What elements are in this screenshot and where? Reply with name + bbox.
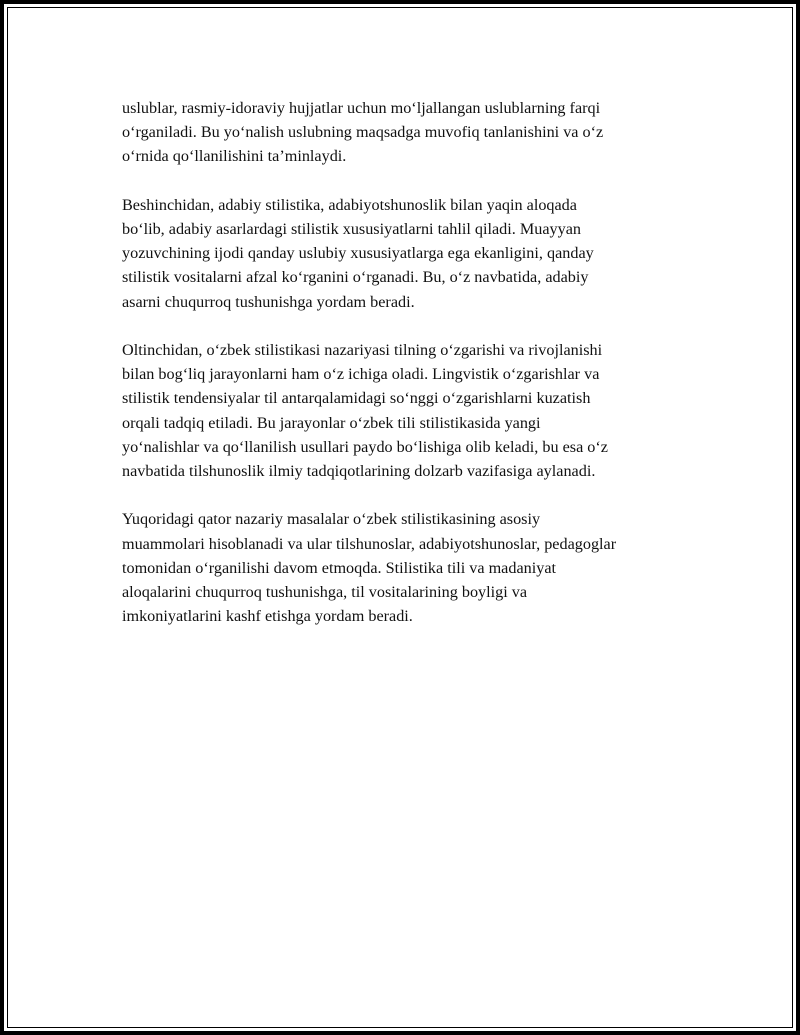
paragraph-line: navbatida tilshunoslik ilmiy tadqiqotlarining dolzarb vazifasiga aylanadi. bbox=[122, 462, 596, 481]
paragraph-line: Yuqoridagi qator nazariy masalalar o‘zbek stilistikasining asosiy bbox=[122, 510, 541, 529]
paragraph-2 bbox=[122, 193, 697, 314]
paragraph-line: bilan bog‘liq jarayonlarni ham o‘z ichiga oladi. Lingvistik o‘zgarishlar va bbox=[122, 365, 600, 384]
paragraph-line: stilistik vositalarni afzal ko‘rganini o‘rganadi. Bu, o‘z navbatida, adabiy bbox=[122, 268, 589, 287]
paragraph-line: imkoniyatlarini kashf etishga yordam beradi. bbox=[122, 607, 413, 626]
paragraph-3 bbox=[122, 338, 697, 483]
paragraph-line: stilistik tendensiyalar til antarqalamidagi so‘nggi o‘zgarishlarni kuzatish bbox=[122, 389, 591, 408]
paragraph-line: asarni chuqurroq tushunishga yordam beradi. bbox=[122, 292, 415, 311]
paragraph-line: tomonidan o‘rganilishi davom etmoqda. Stilistika tili va madaniyat bbox=[122, 558, 557, 577]
paragraph-line: yo‘nalishlar va qo‘llanilish usullari paydo bo‘lishiga olib keladi, bu esa o‘z bbox=[122, 437, 608, 456]
paragraph-4 bbox=[122, 507, 697, 628]
paragraph-line: o‘rnida qo‘llanilishini ta’minlaydi. bbox=[122, 147, 347, 166]
document-body bbox=[122, 96, 697, 653]
paragraph-line: aloqalarini chuqurroq tushunishga, til vositalarining boyligi va bbox=[122, 583, 528, 602]
paragraph-line: bo‘lib, adabiy asarlardagi stilistik xususiyatlarni tahlil qiladi. Muayyan bbox=[122, 220, 582, 238]
paragraph-line: Oltinchidan, o‘zbek stilistikasi nazariyasi tilning o‘zgarishi va rivojlanishi bbox=[122, 341, 603, 359]
paragraph-line: o‘rganiladi. Bu yo‘nalish uslubning maqsadga muvofiq tanlanishini va o‘z bbox=[122, 123, 604, 142]
paragraph-line: uslublar, rasmiy-idoraviy hujjatlar uchun mo‘ljallangan uslublarning farqi bbox=[122, 99, 601, 117]
paragraph-line: orqali tadqiq etiladi. Bu jarayonlar o‘zbek tili stilistikasida yangi bbox=[122, 413, 541, 432]
paragraph-line: yozuvchining ijodi qanday uslubiy xususiyatlarga ega ekanligini, qanday bbox=[122, 244, 594, 263]
paragraph-line: muammolari hisoblanadi va ular tilshunoslar, adabiyotshunoslar, pedagoglar bbox=[122, 534, 617, 553]
paragraph-line: Beshinchidan, adabiy stilistika, adabiyotshunoslik bilan yaqin aloqada bbox=[122, 195, 577, 214]
paragraph-1 bbox=[122, 96, 697, 169]
